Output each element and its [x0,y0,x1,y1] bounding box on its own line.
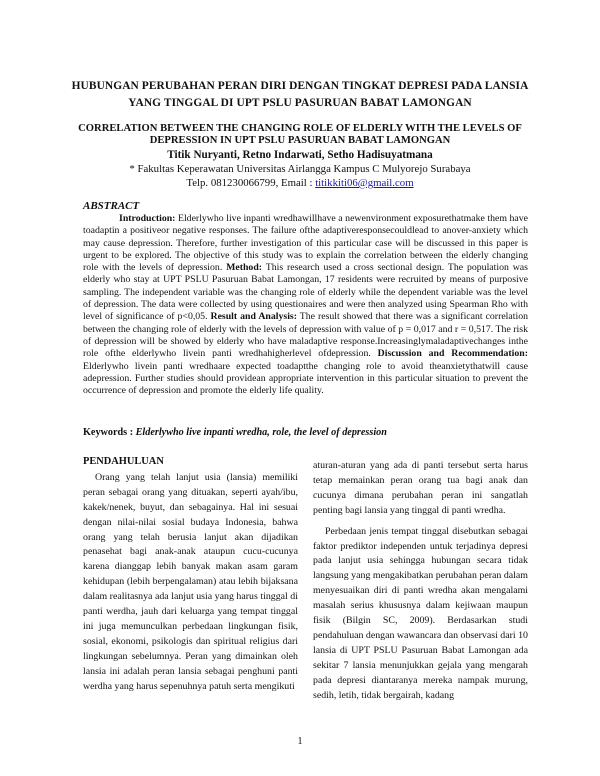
left-column [83,455,298,695]
section-heading: PENDAHULUAN [83,456,164,467]
contact-line [60,177,540,190]
result-text: The result showed that there was a significant correlation between the changing role of elderly with the levels of depression with value of p = 0,017 and r = 0,517. The risk of depression will be showed by elderly who have maladaptive response.Increasinglymaladaptivechanges inthe role ofthe elderlywho livein panti wredhahigherlevel ofdepression. [83,311,528,360]
intro-label: Introduction: [119,213,176,224]
right-column [313,459,528,704]
method-label: Method: [226,262,263,274]
keywords-label: Keywords : [83,427,134,438]
left-paragraph: Orang yang telah lanjut usia (lansia) memiliki peran sebagai orang yang dituakan, seperti ayah/ibu, kakek/nenek, buyut, dan sebagainya. Hal ini sesuai dengan nilai-nilai sosial budaya Indonesia, bahwa orang yang telah berusia lanjut akan dijadikan penasehat bagi anak-anak ataupun cucu-cucunya karena dianggap lebih banyak makan asam garam kehidupan (lebih berpengalaman) atau lebih bijaksana dalam realitasnya ada lanjut usia yang harus tinggal di panti werdha, jauh dari keluarga yang tempat tinggal ini juga memunculkan perbedaan lingkungan fisik, sosial, ekonomi, psikologis dan spiritual religius dari lingkungan sebelumnya. Peran yang dimainkan oleh lansia ini adalah peran lansia sebagai penghuni panti werdha yang harus sepenuhnya patuh serta mengikuti [83,471,298,692]
abstract-heading: ABSTRACT [83,200,140,212]
right-paragraph-2: Perbedaan jenis tempat tinggal disebutkan sebagai faktor prediktor independen untuk terjadinya depresi pada lanjut usia sehingga hubungan secara tidak langsung yang mengakibatkan perubahan peran dalam menyesuaikan diri di panti wredha akan mengalami masalah serius khususnya dalam kejiwaan maupun fisik (Bilgin SC, 2009). Berdasarkan studi pendahuluan dengan wawancara dan observasi dari 10 lansia di UPT PSLU Pasuruan Babat Lamongan ada sekitar 7 lansia menunjukkan gejala yang mengarah pada depresi diantaranya mereka nampak murung, sedih, letih, tidak bergairah, kadang [313,525,528,701]
discussion-label: Discussion and Recommendation: [377,348,528,360]
abstract-body [83,213,528,397]
title-indonesian: HUBUNGAN PERUBAHAN PERAN DIRI DENGAN TINGKAT DEPRESI PADA LANSIA YANG TINGGAL DI UPT PSLU PASURUAN BABAT LAMONGAN [71,80,529,109]
authors: Titik Nuryanti, Retno Indarwati, Setho Hadisuyatmana [167,149,433,161]
method-text: This research used a cross sectional design. The population was elderly who stay at UPT PSLU Pasuruan Babat Lamongan, 17 residents were recruited by means of purposive sampling. The independent variable was the changing role of elderly while the dependent variable was the level of depression. The data were collected by using questionaires and were then analyzed using Spearman Rho with level of significance of p<0,05. [83,262,528,323]
result-label: Result and Analysis: [210,311,297,323]
right-paragraph-1: aturan-aturan yang ada di panti tersebut serta harus tetap memainkan peran orang tua bagi anak dan cucunya dimana perubahan peran ini sangatlah penting bagi lansia yang tinggal di panti wredha. [313,460,528,516]
keywords-value: Elderlywho live inpanti wredha, role, the level of depression [133,427,387,438]
title-english: CORRELATION BETWEEN THE CHANGING ROLE OF ELDERLY WITH THE LEVELS OF DEPRESSION IN UPT PSLU PASURUAN BABAT LAMONGAN [78,123,522,146]
contact-phone: Telp. 081230066799, Email : [186,177,316,189]
keywords [83,426,528,439]
discussion-text: Elderlywho livein panti wredhaare expected toadaptthe changing role to avoid theanxietythatwill cause adepression. Further studies should providean appropriate intervention in this particular situation to prevent the occurrence of depression and promote the elderly life quality. [83,360,528,397]
affiliation: * Fakultas Keperawatan Universitas Airlangga Kampus C Mulyorejo Surabaya [129,163,471,175]
page-number: 1 [297,736,303,747]
intro-text: Elderlywho live inpanti wredhawillhave a newenvironment exposurethatmake them have toadaptin a positiveor negative responses. The failure ofthe adaptiveresponsecouldlead to anover-anxiety which may cause depression. Therefore, further investigation of this particular case will be discussed in this paper is urgent to be explored. The objective of this study was to explain the correlation between the elderly changing role with the levels of depression. [83,213,528,274]
email-link[interactable]: titikkiti06@gmail.com [315,177,414,189]
